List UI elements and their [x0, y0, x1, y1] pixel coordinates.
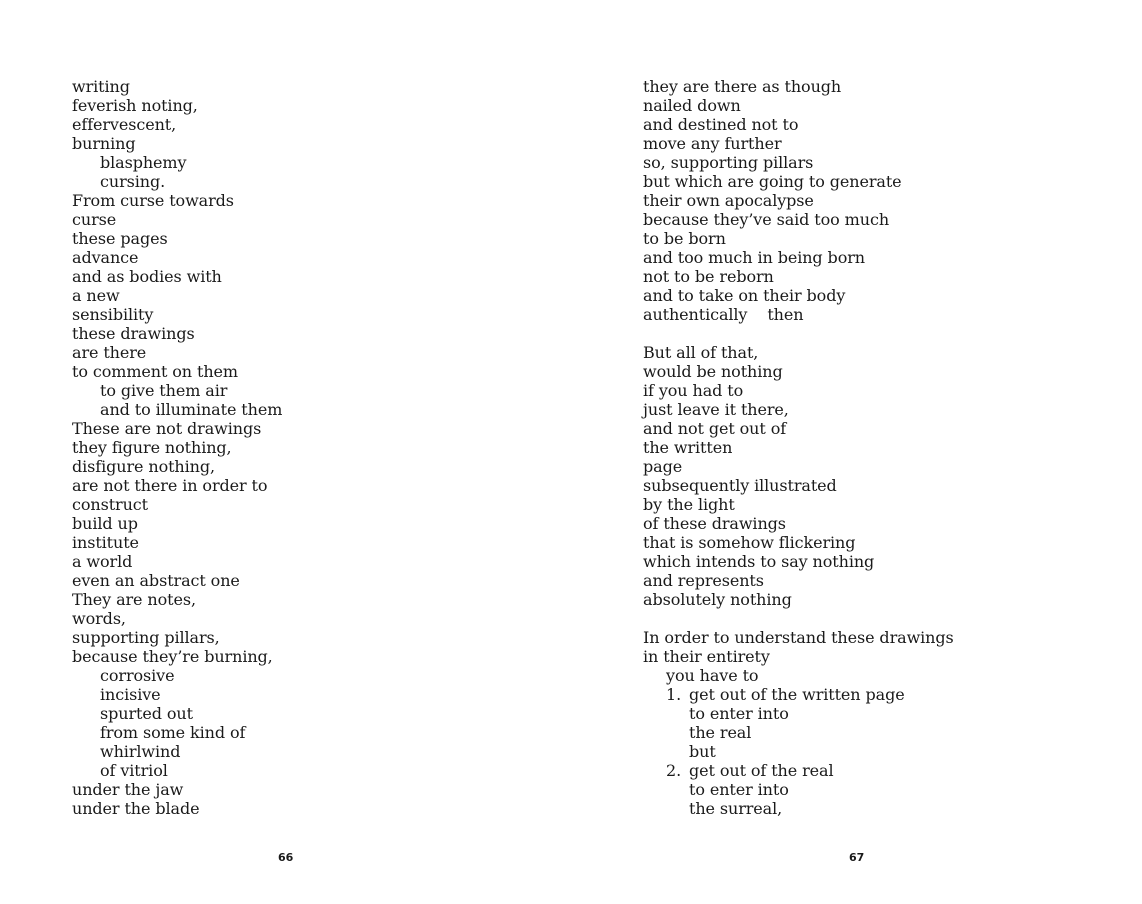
poem-line: spurted out	[100, 704, 193, 723]
poem-line: words,	[72, 609, 126, 628]
poem-line: to enter into	[689, 704, 789, 723]
poem-line: feverish noting,	[72, 96, 198, 115]
poem-line: absolutely nothing	[643, 590, 792, 609]
poem-line: These are not drawings	[72, 419, 262, 438]
poem-line: a world	[72, 552, 133, 571]
stanza-break	[643, 324, 1123, 343]
poem-line: build up	[72, 514, 138, 533]
poem-line: because they’re burning,	[72, 647, 273, 666]
poem-line: cursing.	[100, 172, 166, 191]
poem-line: which intends to say nothing	[643, 552, 875, 571]
poem-line: from some kind of	[100, 723, 246, 742]
poem-line: whirlwind	[100, 742, 181, 761]
poem-line: incisive	[100, 685, 161, 704]
poem-line: to be born	[643, 229, 726, 248]
poem-line: would be nothing	[643, 362, 783, 381]
poem-line: institute	[72, 533, 139, 552]
poem-line: In order to understand these drawings	[643, 628, 954, 647]
poem-line: so, supporting pillars	[643, 153, 814, 172]
poem-line: and not get out of	[643, 419, 787, 438]
poem-line: the written	[643, 438, 733, 457]
poem-line: of vitriol	[100, 761, 168, 780]
list-text: get out of the real	[689, 761, 834, 780]
poem-line: in their entirety	[643, 647, 770, 666]
poem-line: and as bodies with	[72, 267, 222, 286]
poem-line: just leave it there,	[643, 400, 789, 419]
list-number: 1.	[666, 685, 682, 704]
poem-line: From curse towards	[72, 191, 234, 210]
poem-line: blasphemy	[100, 153, 187, 172]
poem-line: page	[643, 457, 683, 476]
poem-line: even an abstract one	[72, 571, 240, 590]
poem-line: to comment on them	[72, 362, 238, 381]
poem-line: supporting pillars,	[72, 628, 220, 647]
poem-line: effervescent,	[72, 115, 177, 134]
poem-line: are there	[72, 343, 147, 362]
poem-line: construct	[72, 495, 148, 514]
poem-line: because they’ve said too much	[643, 210, 890, 229]
poem-line: are not there in order to	[72, 476, 268, 495]
right-page	[643, 77, 1123, 818]
poem-line: under the jaw	[72, 780, 184, 799]
poem-line: to enter into	[689, 780, 789, 799]
list-text: get out of the written page	[689, 685, 905, 704]
poem-line: a new	[72, 286, 120, 305]
poem-line: move any further	[643, 134, 782, 153]
poem-line: their own apocalypse	[643, 191, 814, 210]
poem-line: they are there as though	[643, 77, 842, 96]
poem-line: they figure nothing,	[72, 438, 232, 457]
poem-line: subsequently illustrated	[643, 476, 837, 495]
poem-line: curse	[72, 210, 117, 229]
poem-line: but	[689, 742, 716, 761]
poem-line: burning	[72, 134, 136, 153]
numbered-line-2	[643, 761, 1123, 780]
poem-line: writing	[72, 77, 130, 96]
poem-line: of these drawings	[643, 514, 786, 533]
page-number-left: 66	[278, 851, 294, 864]
stanza-break	[643, 609, 1123, 628]
poem-line: authentically then	[643, 305, 804, 324]
poem-line: They are notes,	[72, 590, 196, 609]
poem-line: disfigure nothing,	[72, 457, 215, 476]
poem-line: and represents	[643, 571, 764, 590]
poem-line: advance	[72, 248, 139, 267]
poem-line: the real	[689, 723, 752, 742]
poem-line: if you had to	[643, 381, 744, 400]
list-number: 2.	[666, 761, 682, 780]
poem-line: under the blade	[72, 799, 200, 818]
poem-line: these pages	[72, 229, 168, 248]
poem-line: not to be reborn	[643, 267, 774, 286]
poem-line: sensibility	[72, 305, 154, 324]
poem-line: you have to	[666, 666, 759, 685]
poem-line: the surreal,	[689, 799, 783, 818]
numbered-line-1	[643, 685, 1123, 704]
poem-line: by the light	[643, 495, 735, 514]
poem-line: and too much in being born	[643, 248, 865, 267]
poem-line: these drawings	[72, 324, 195, 343]
poem-line: But all of that,	[643, 343, 759, 362]
poem-line: and to take on their body	[643, 286, 846, 305]
poem-line: nailed down	[643, 96, 741, 115]
poem-line: and destined not to	[643, 115, 799, 134]
poem-line: corrosive	[100, 666, 175, 685]
page-number-right: 67	[849, 851, 865, 864]
poem-line: but which are going to generate	[643, 172, 902, 191]
poem-line: that is somehow flickering	[643, 533, 856, 552]
poem-line: and to illuminate them	[100, 400, 283, 419]
poem-line: to give them air	[100, 381, 228, 400]
left-page	[72, 77, 572, 818]
